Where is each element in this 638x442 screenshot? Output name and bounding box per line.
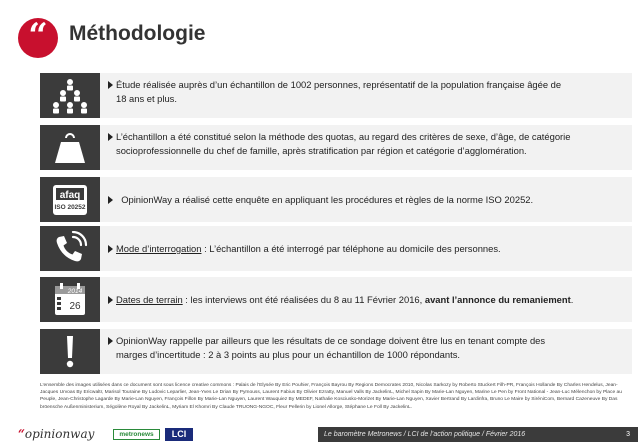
row-text <box>108 242 628 256</box>
page-number: 3 <box>626 431 630 438</box>
brand-quote: “ <box>18 427 25 441</box>
row-line-bold: avant l’annonce du remaniement <box>424 294 571 305</box>
opinionway-quote-logo <box>18 18 58 58</box>
row-line-end: . <box>570 294 574 305</box>
footer <box>0 424 638 442</box>
calendar-year-text: 2014 <box>67 288 83 295</box>
people-pyramid-icon <box>51 78 89 114</box>
header <box>0 0 638 60</box>
row-line-label: Dates de terrain <box>116 294 183 305</box>
row-text <box>108 334 628 361</box>
calendar-icon <box>51 282 89 318</box>
bullet-arrow-icon <box>108 196 113 204</box>
row-line-1: Étude réalisée auprès d’un échantillon de 1002 personnes, représentatif de la population française âgée de <box>116 79 562 90</box>
row-line-2: socioprofessionnelle du chef de famille, après stratification par région et catégorie d’agglomération. <box>116 144 527 156</box>
row-line-1: : L’échantillon a été interrogé par téléphone au domicile des personnes. <box>201 243 501 254</box>
bullet-arrow-icon <box>108 245 113 253</box>
bullet-arrow-icon <box>108 133 113 141</box>
afaq-iso-icon <box>51 182 89 218</box>
calendar-day-text: 26 <box>69 301 81 312</box>
row-body <box>100 125 632 170</box>
lci-logo: LCI <box>165 428 193 441</box>
method-row-margins <box>40 329 632 374</box>
row-icon-box <box>40 177 100 222</box>
row-line-1: OpinionWay a réalisé cette enquête en appliquant les procédures et règles de la norme ISO 20252. <box>121 194 534 205</box>
bullet-arrow-icon <box>108 296 113 304</box>
image-credits: L’ensemble des images utilisées dans ce document sont sous licence creative commons : Palais de l’Elysée By Eric Pouhier, François Bayrou By Regions Democrates 2010, Nicolas Sarkozy by Roberto Stuckert Filh-PR, François Hollande By Charles Hendelus, Jean-Jacques Urvoas By Ericwaltr, Marisol Touraine By Ludovic Leparlier, Jean-Yves Le Drian By Pymouss, Laurent Fabius By Olivier Ezratty, Manuel Valls By JackelinL, Michel Sapin By Marie-Lan Nguyen, Marine Le Pen by Front National - Jean-Luc Mélenchon by Place au Peuple, Jean-Christophe Lagarde By Marie-Lan Nguyen, François Fillon By Marie-Lan Nguyen, Laurent Wauquiez By MEDEF, Nathalie Kosciusko-Morizet By Marie-Lan Nguyen, Xavier Bertrand By Lardinfra, Bruno Le Maire by SiréniCom, Bernard Cazeneuve By Das bröensche Außenministerium, Ségolène Royal By JackelinL, Myriam El Khomri By Claude TRUONG-NGOC, Fleur Pellerin by Lionel Allorge, Stéphane Le Foll By JackelinL. <box>40 383 622 410</box>
row-text <box>108 130 628 157</box>
row-body <box>100 177 632 222</box>
row-text <box>108 193 628 207</box>
footer-bar <box>318 427 638 442</box>
row-icon-box <box>40 329 100 374</box>
exclamation-icon <box>51 334 89 370</box>
row-body <box>100 73 632 118</box>
page-title: Méthodologie <box>69 22 206 45</box>
footer-text: Le baromètre Metronews / LCI de l’action politique / Février 2016 <box>324 431 526 438</box>
row-icon-box <box>40 226 100 271</box>
row-line-1: L’échantillon a été constitué selon la méthode des quotas, au regard des critères de sexe, d’âge, de catégorie <box>116 131 571 142</box>
row-line-label: Mode d’interrogation <box>116 243 202 254</box>
row-line-1: OpinionWay rappelle par ailleurs que les résultats de ce sondage doivent être lus en tenant compte des <box>116 335 546 346</box>
method-row-mode <box>40 226 632 271</box>
row-icon-box <box>40 277 100 322</box>
metronews-logo: metronews <box>113 429 160 440</box>
method-row-dates <box>40 277 632 322</box>
weight-icon <box>51 130 89 166</box>
row-body <box>100 329 632 374</box>
method-row-sample <box>40 73 632 118</box>
phone-icon <box>51 231 89 267</box>
iso-badge-text: ISO 20252 <box>54 204 86 211</box>
method-row-iso <box>40 177 632 222</box>
row-icon-box <box>40 73 100 118</box>
afaq-badge-text: afaq <box>59 190 81 201</box>
method-row-quotas <box>40 125 632 170</box>
bullet-arrow-icon <box>108 81 113 89</box>
row-line-2: 18 ans et plus. <box>116 92 177 104</box>
row-text <box>108 78 628 105</box>
brand-name: opinionway <box>24 427 95 441</box>
row-text <box>108 293 628 307</box>
row-line-2: marges d’incertitude : 2 à 3 points au plus pour un échantillon de 1000 répondants. <box>116 348 460 360</box>
row-line-1: : les interviews ont été réalisées du 8 au 11 Février 2016, <box>182 294 425 305</box>
bullet-arrow-icon <box>108 337 113 345</box>
quote-icon: “ <box>28 16 48 56</box>
row-body <box>100 277 632 322</box>
row-icon-box <box>40 125 100 170</box>
row-body <box>100 226 632 271</box>
opinionway-logo <box>18 427 94 441</box>
